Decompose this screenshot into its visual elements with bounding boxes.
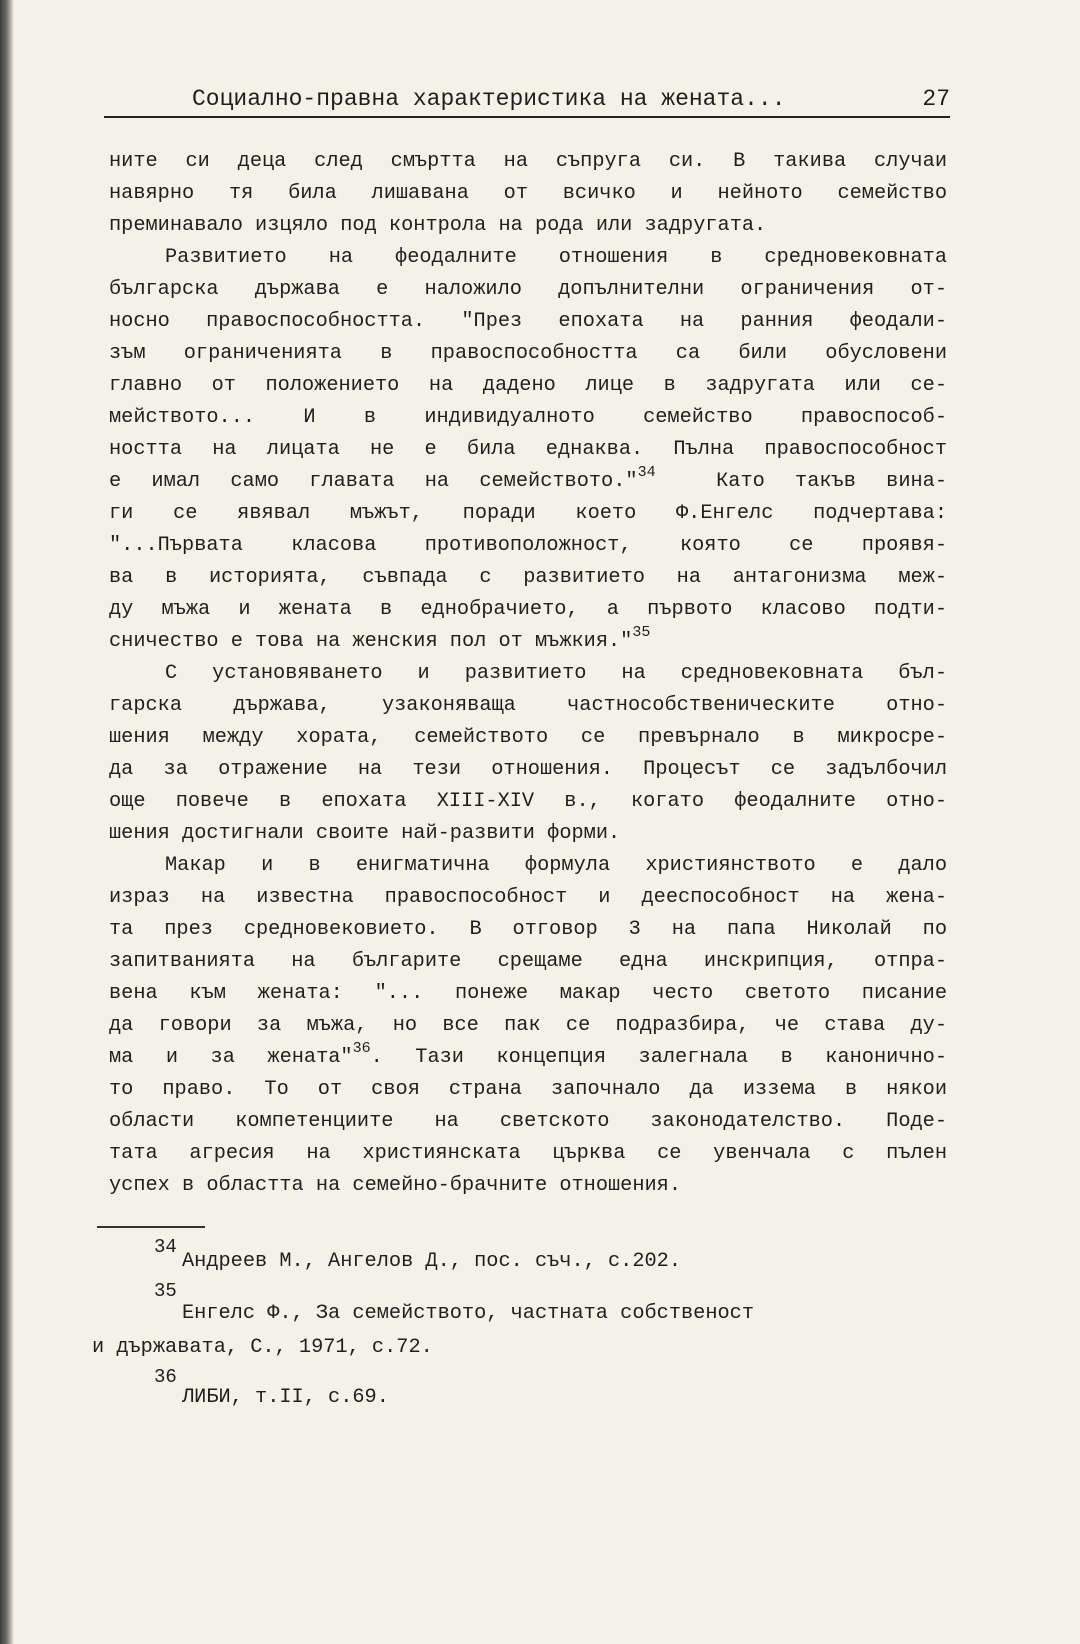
text-line: тата агресия на християнската църква се увенчала с пълен: [109, 1142, 947, 1165]
text-line: Макар и в енигматична формула християнството е дало: [165, 854, 947, 877]
text-line: [109, 1042, 947, 1074]
text-line: ните си деца след смъртта на съпруга си. В такива случаи: [109, 150, 947, 173]
footnote-text: Енгелс Ф., За семейството, частната собственост: [182, 1302, 755, 1325]
footnote-text: ЛИБИ, т.II, с.69.: [182, 1386, 389, 1409]
text-line: области компетенциите на светското законодателство. Подe-: [109, 1110, 947, 1133]
footnote-text: Андреев М., Ангелов Д., пос. съч., с.202.: [182, 1250, 681, 1273]
text-fragment: . Тази концепция залегнала в канонично-: [370, 1046, 947, 1069]
footnote-number: 34: [154, 1236, 177, 1258]
text-line: ги се явявал мъжът, поради което Ф.Енгелс подчертава:: [109, 502, 947, 525]
text-line: та през средновековието. В отговор 3 на папа Николай по: [109, 918, 947, 941]
text-line: гарска държава, узаконяваща частнособственическите отно-: [109, 694, 947, 717]
text-line: ността на лицата не е била еднаква. Пълна правоспособност: [109, 438, 947, 461]
text-line: [109, 626, 947, 658]
text-line: ду мъжа и жената в еднобрачието, а първото класово подти-: [109, 598, 947, 621]
text-line: С установяването и развитието на средновековната бъл-: [165, 662, 947, 685]
text-line: "...Първата класова противоположност, която се проявя-: [109, 534, 947, 557]
text-line: българска държава е наложило допълнителни ограничения от-: [109, 278, 947, 301]
text-line: навярно тя била лишавана от всичко и нейното семейство: [109, 182, 947, 205]
footnote-divider: [97, 1226, 205, 1228]
text-line: главно от положението на дадено лице в задругата или се-: [109, 374, 947, 397]
text-line: Развитието на феодалните отношения в средновековната: [165, 246, 947, 269]
text-line: шения достигнали своите най-развити форми.: [109, 822, 621, 845]
text-fragment: ма и за жената": [109, 1046, 353, 1069]
text-line: носно правоспособността. "През епохата на ранния феодали-: [109, 310, 947, 333]
text-line: да за отражение на тези отношения. Процесът се задълбочил: [109, 758, 947, 781]
text-line: успех в областта на семейно-брачните отношения.: [109, 1174, 682, 1197]
text-line: още повече в епохата XIII-XIV в., когато феодалните отно-: [109, 790, 947, 813]
text-line: мейството... И в индивидуалното семейство правоспособ-: [109, 406, 947, 429]
text-line: вена към жената: "... понеже макар често светото писание: [109, 982, 947, 1005]
text-line: [109, 466, 947, 498]
text-fragment: Като такъв вина-: [716, 470, 948, 493]
main-text: [109, 146, 947, 1202]
footnote-number: 36: [154, 1366, 177, 1388]
text-line: запитванията на българите срещаме една инскрипция, отпра-: [109, 950, 947, 973]
text-fragment: сничество е това на женския пол от мъжкия.": [109, 630, 633, 653]
footnote-ref-35: 35: [632, 624, 651, 642]
footnote-number: 35: [154, 1280, 177, 1302]
text-line: да говори за мъжа, но все пак се подразбира, че става ду-: [109, 1014, 947, 1037]
running-header: [104, 82, 950, 118]
text-line: ва в историята, съвпада с развитието на антагонизма меж-: [109, 566, 947, 589]
running-title: Социално-правна характеристика на жената...: [192, 86, 786, 112]
text-line: преминавало изцяло под контрола на рода или задругата.: [109, 214, 767, 237]
footnote-ref-34: 34: [637, 464, 656, 482]
text-line: израз на известна правоспособност и дееспособност на жена-: [109, 886, 947, 909]
text-line: зъм ограниченията в правоспособността са били обусловени: [109, 342, 947, 365]
footnote-text-continued: и държавата, С., 1971, с.72.: [92, 1336, 433, 1359]
page-number: 27: [922, 86, 950, 112]
text-fragment: е имал само главата на семейството.": [109, 470, 638, 493]
text-line: шения между хората, семейството се превърнало в микросре-: [109, 726, 947, 749]
text-line: то право. То от своя страна започнало да иззема в някои: [109, 1078, 947, 1101]
footnote-ref-36: 36: [352, 1040, 371, 1058]
